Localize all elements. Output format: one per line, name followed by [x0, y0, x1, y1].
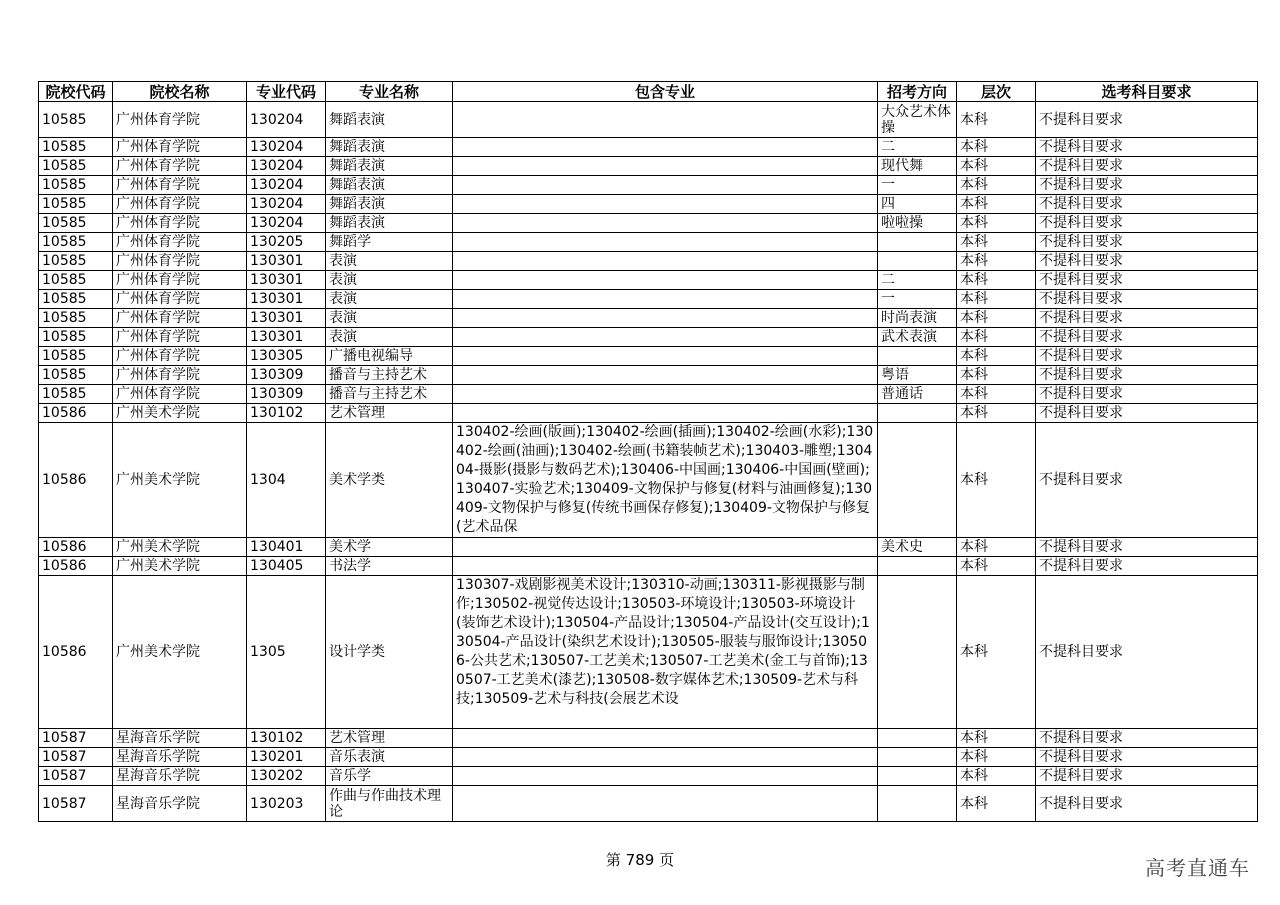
cell-level: 本科 [957, 309, 1036, 328]
cell-direction: 二 [878, 271, 957, 290]
cell-level: 本科 [957, 252, 1036, 271]
cell-major-code: 130202 [247, 767, 326, 786]
table-row [39, 366, 1258, 385]
cell-major-code: 130301 [247, 328, 326, 347]
table-row [39, 786, 1258, 822]
cell-major-name: 设计学类 [326, 576, 453, 729]
cell-level: 本科 [957, 538, 1036, 557]
cell-level: 本科 [957, 271, 1036, 290]
cell-included-majors [453, 767, 878, 786]
table-row [39, 195, 1258, 214]
cell-major-code: 130102 [247, 404, 326, 423]
cell-major-code: 130204 [247, 138, 326, 157]
table-row [39, 423, 1258, 538]
header-major-name: 专业名称 [326, 82, 453, 102]
cell-level: 本科 [957, 786, 1036, 822]
cell-level: 本科 [957, 423, 1036, 538]
table-row [39, 748, 1258, 767]
cell-school-name: 广州美术学院 [113, 404, 247, 423]
cell-major-code: 130309 [247, 385, 326, 404]
table-row [39, 729, 1258, 748]
cell-level: 本科 [957, 748, 1036, 767]
cell-school-code: 10585 [39, 252, 113, 271]
cell-requirement: 不提科目要求 [1036, 786, 1258, 822]
cell-school-code: 10585 [39, 366, 113, 385]
cell-included-majors [453, 214, 878, 233]
cell-major-code: 130102 [247, 729, 326, 748]
table-row [39, 138, 1258, 157]
cell-direction [878, 252, 957, 271]
table-row [39, 271, 1258, 290]
cell-major-code: 130305 [247, 347, 326, 366]
cell-included-majors [453, 385, 878, 404]
cell-requirement: 不提科目要求 [1036, 576, 1258, 729]
cell-direction: 四 [878, 195, 957, 214]
cell-school-code: 10585 [39, 309, 113, 328]
cell-level: 本科 [957, 233, 1036, 252]
cell-direction: 普通话 [878, 385, 957, 404]
cell-direction: 美术史 [878, 538, 957, 557]
cell-direction: 二 [878, 138, 957, 157]
cell-requirement: 不提科目要求 [1036, 252, 1258, 271]
header-school-name: 院校名称 [113, 82, 247, 102]
cell-school-code: 10587 [39, 729, 113, 748]
table-row [39, 214, 1258, 233]
header-included-majors: 包含专业 [453, 82, 878, 102]
cell-included-majors [453, 404, 878, 423]
cell-major-code: 130204 [247, 176, 326, 195]
cell-school-code: 10587 [39, 786, 113, 822]
cell-direction: 一 [878, 290, 957, 309]
table-row [39, 309, 1258, 328]
cell-school-code: 10585 [39, 138, 113, 157]
table-row [39, 290, 1258, 309]
cell-included-majors [453, 538, 878, 557]
cell-requirement: 不提科目要求 [1036, 729, 1258, 748]
table-row [39, 347, 1258, 366]
cell-major-code: 130301 [247, 290, 326, 309]
table-row [39, 538, 1258, 557]
cell-included-majors [453, 748, 878, 767]
cell-major-code: 130405 [247, 557, 326, 576]
cell-school-code: 10585 [39, 102, 113, 138]
cell-direction [878, 576, 957, 729]
cell-direction: 时尚表演 [878, 309, 957, 328]
cell-included-majors [453, 290, 878, 309]
cell-major-code: 130204 [247, 102, 326, 138]
cell-major-name: 表演 [326, 290, 453, 309]
cell-direction [878, 233, 957, 252]
header-level: 层次 [957, 82, 1036, 102]
cell-included-majors [453, 557, 878, 576]
cell-school-code: 10585 [39, 290, 113, 309]
table-row [39, 176, 1258, 195]
cell-direction: 大众艺术体操 [878, 102, 957, 138]
cell-direction: 武术表演 [878, 328, 957, 347]
cell-included-majors [453, 366, 878, 385]
cell-major-name: 表演 [326, 252, 453, 271]
cell-requirement: 不提科目要求 [1036, 538, 1258, 557]
cell-direction [878, 786, 957, 822]
cell-school-name: 广州美术学院 [113, 557, 247, 576]
cell-direction [878, 423, 957, 538]
cell-school-name: 广州体育学院 [113, 157, 247, 176]
cell-level: 本科 [957, 729, 1036, 748]
cell-school-name: 广州体育学院 [113, 252, 247, 271]
admissions-table [38, 81, 1258, 822]
header-requirement: 选考科目要求 [1036, 82, 1258, 102]
cell-major-name: 表演 [326, 328, 453, 347]
cell-included-majors [453, 252, 878, 271]
table-row [39, 767, 1258, 786]
cell-requirement: 不提科目要求 [1036, 309, 1258, 328]
cell-requirement: 不提科目要求 [1036, 102, 1258, 138]
cell-direction: 粤语 [878, 366, 957, 385]
cell-level: 本科 [957, 214, 1036, 233]
cell-level: 本科 [957, 576, 1036, 729]
cell-school-code: 10585 [39, 176, 113, 195]
cell-included-majors [453, 157, 878, 176]
cell-major-code: 130203 [247, 786, 326, 822]
cell-requirement: 不提科目要求 [1036, 176, 1258, 195]
cell-included-majors [453, 102, 878, 138]
cell-requirement: 不提科目要求 [1036, 290, 1258, 309]
cell-requirement: 不提科目要求 [1036, 214, 1258, 233]
cell-school-code: 10585 [39, 233, 113, 252]
table-row [39, 252, 1258, 271]
cell-level: 本科 [957, 102, 1036, 138]
table-row [39, 385, 1258, 404]
cell-school-name: 广州体育学院 [113, 328, 247, 347]
cell-included-majors [453, 138, 878, 157]
cell-school-name: 星海音乐学院 [113, 748, 247, 767]
cell-major-code: 130204 [247, 195, 326, 214]
cell-requirement: 不提科目要求 [1036, 138, 1258, 157]
cell-major-name: 音乐学 [326, 767, 453, 786]
cell-school-name: 广州体育学院 [113, 290, 247, 309]
cell-major-name: 播音与主持艺术 [326, 366, 453, 385]
cell-level: 本科 [957, 328, 1036, 347]
cell-requirement: 不提科目要求 [1036, 233, 1258, 252]
cell-major-name: 美术学类 [326, 423, 453, 538]
cell-included-majors [453, 271, 878, 290]
cell-school-name: 广州体育学院 [113, 385, 247, 404]
cell-major-code: 130204 [247, 157, 326, 176]
cell-level: 本科 [957, 404, 1036, 423]
watermark-text: 高考直通车 [1145, 856, 1250, 880]
cell-major-code: 130309 [247, 366, 326, 385]
cell-included-majors [453, 786, 878, 822]
cell-school-name: 星海音乐学院 [113, 767, 247, 786]
cell-major-name: 音乐表演 [326, 748, 453, 767]
cell-major-code: 130201 [247, 748, 326, 767]
cell-requirement: 不提科目要求 [1036, 328, 1258, 347]
cell-school-name: 广州美术学院 [113, 538, 247, 557]
header-major-code: 专业代码 [247, 82, 326, 102]
cell-major-name: 舞蹈表演 [326, 195, 453, 214]
header-school-code: 院校代码 [39, 82, 113, 102]
cell-school-code: 10587 [39, 767, 113, 786]
cell-school-code: 10585 [39, 195, 113, 214]
cell-requirement: 不提科目要求 [1036, 748, 1258, 767]
header-row [39, 82, 1258, 102]
cell-school-name: 广州体育学院 [113, 271, 247, 290]
cell-included-majors [453, 233, 878, 252]
cell-school-code: 10587 [39, 748, 113, 767]
cell-major-name: 舞蹈表演 [326, 176, 453, 195]
cell-school-name: 广州体育学院 [113, 233, 247, 252]
cell-major-name: 舞蹈学 [326, 233, 453, 252]
cell-major-name: 舞蹈表演 [326, 214, 453, 233]
cell-school-code: 10586 [39, 557, 113, 576]
cell-requirement: 不提科目要求 [1036, 557, 1258, 576]
cell-school-name: 广州体育学院 [113, 138, 247, 157]
cell-requirement: 不提科目要求 [1036, 157, 1258, 176]
cell-major-name: 艺术管理 [326, 404, 453, 423]
cell-major-code: 1305 [247, 576, 326, 729]
cell-major-name: 舞蹈表演 [326, 102, 453, 138]
cell-requirement: 不提科目要求 [1036, 767, 1258, 786]
cell-school-code: 10585 [39, 271, 113, 290]
cell-direction [878, 748, 957, 767]
cell-major-name: 美术学 [326, 538, 453, 557]
cell-major-code: 130401 [247, 538, 326, 557]
cell-major-name: 表演 [326, 271, 453, 290]
cell-direction [878, 557, 957, 576]
cell-level: 本科 [957, 557, 1036, 576]
cell-school-code: 10585 [39, 385, 113, 404]
header-direction: 招考方向 [878, 82, 957, 102]
cell-level: 本科 [957, 176, 1036, 195]
table-row [39, 157, 1258, 176]
table-row [39, 233, 1258, 252]
cell-school-code: 10586 [39, 404, 113, 423]
cell-direction [878, 404, 957, 423]
cell-major-code: 130301 [247, 271, 326, 290]
cell-level: 本科 [957, 290, 1036, 309]
cell-direction [878, 347, 957, 366]
cell-requirement: 不提科目要求 [1036, 385, 1258, 404]
page-number: 第 789 页 [605, 851, 675, 869]
cell-requirement: 不提科目要求 [1036, 423, 1258, 538]
cell-requirement: 不提科目要求 [1036, 271, 1258, 290]
cell-major-name: 播音与主持艺术 [326, 385, 453, 404]
cell-direction: 啦啦操 [878, 214, 957, 233]
cell-included-majors [453, 729, 878, 748]
cell-level: 本科 [957, 366, 1036, 385]
cell-included-majors: 130307-戏剧影视美术设计;130310-动画;130311-影视摄影与制作;130502-视觉传达设计;130503-环境设计;130503-环境设计(装饰艺术设计);130504-产品设计;130504-产品设计(交互设计);130504-产品设计(染织艺术设计);130505-服装与服饰设计;130506-公共艺术;130507-工艺美术;130507-工艺美术(金工与首饰);130507-工艺美术(漆艺);130508-数字媒体艺术;130509-艺术与科技;130509-艺术与科技(会展艺术设 [453, 576, 878, 729]
cell-school-code: 10586 [39, 576, 113, 729]
cell-major-code: 130205 [247, 233, 326, 252]
cell-direction: 一 [878, 176, 957, 195]
cell-requirement: 不提科目要求 [1036, 366, 1258, 385]
table-row [39, 328, 1258, 347]
cell-included-majors: 130402-绘画(版画);130402-绘画(插画);130402-绘画(水彩);130402-绘画(油画);130402-绘画(书籍装帧艺术);130403-雕塑;130404-摄影(摄影与数码艺术);130406-中国画;130406-中国画(壁画);130407-实验艺术;130409-文物保护与修复(材料与油画修复);130409-文物保护与修复(传统书画保存修复);130409-文物保护与修复(艺术品保 [453, 423, 878, 538]
cell-school-name: 星海音乐学院 [113, 786, 247, 822]
cell-school-name: 广州美术学院 [113, 576, 247, 729]
cell-major-name: 艺术管理 [326, 729, 453, 748]
cell-major-name: 舞蹈表演 [326, 157, 453, 176]
cell-school-code: 10585 [39, 347, 113, 366]
table-row [39, 576, 1258, 729]
cell-level: 本科 [957, 195, 1036, 214]
table-row [39, 102, 1258, 138]
cell-direction [878, 767, 957, 786]
cell-school-code: 10586 [39, 538, 113, 557]
cell-school-code: 10585 [39, 214, 113, 233]
cell-school-name: 星海音乐学院 [113, 729, 247, 748]
cell-school-name: 广州体育学院 [113, 214, 247, 233]
cell-school-name: 广州体育学院 [113, 366, 247, 385]
cell-level: 本科 [957, 138, 1036, 157]
cell-school-name: 广州体育学院 [113, 347, 247, 366]
table-row [39, 557, 1258, 576]
cell-school-code: 10586 [39, 423, 113, 538]
cell-included-majors [453, 309, 878, 328]
cell-requirement: 不提科目要求 [1036, 195, 1258, 214]
cell-major-name: 表演 [326, 309, 453, 328]
cell-major-name: 作曲与作曲技术理论 [326, 786, 453, 822]
cell-school-name: 广州体育学院 [113, 176, 247, 195]
cell-requirement: 不提科目要求 [1036, 404, 1258, 423]
cell-level: 本科 [957, 157, 1036, 176]
cell-school-name: 广州体育学院 [113, 102, 247, 138]
cell-school-code: 10585 [39, 157, 113, 176]
cell-major-code: 1304 [247, 423, 326, 538]
cell-included-majors [453, 328, 878, 347]
cell-school-name: 广州体育学院 [113, 195, 247, 214]
cell-major-name: 广播电视编导 [326, 347, 453, 366]
table-body [39, 102, 1258, 822]
cell-major-code: 130301 [247, 252, 326, 271]
table-row [39, 404, 1258, 423]
cell-major-name: 书法学 [326, 557, 453, 576]
cell-direction: 现代舞 [878, 157, 957, 176]
cell-included-majors [453, 347, 878, 366]
cell-included-majors [453, 176, 878, 195]
cell-school-name: 广州体育学院 [113, 309, 247, 328]
cell-level: 本科 [957, 385, 1036, 404]
cell-major-code: 130204 [247, 214, 326, 233]
cell-major-code: 130301 [247, 309, 326, 328]
cell-school-name: 广州美术学院 [113, 423, 247, 538]
cell-major-name: 舞蹈表演 [326, 138, 453, 157]
cell-requirement: 不提科目要求 [1036, 347, 1258, 366]
cell-school-code: 10585 [39, 328, 113, 347]
cell-level: 本科 [957, 767, 1036, 786]
cell-included-majors [453, 195, 878, 214]
cell-direction [878, 729, 957, 748]
cell-level: 本科 [957, 347, 1036, 366]
